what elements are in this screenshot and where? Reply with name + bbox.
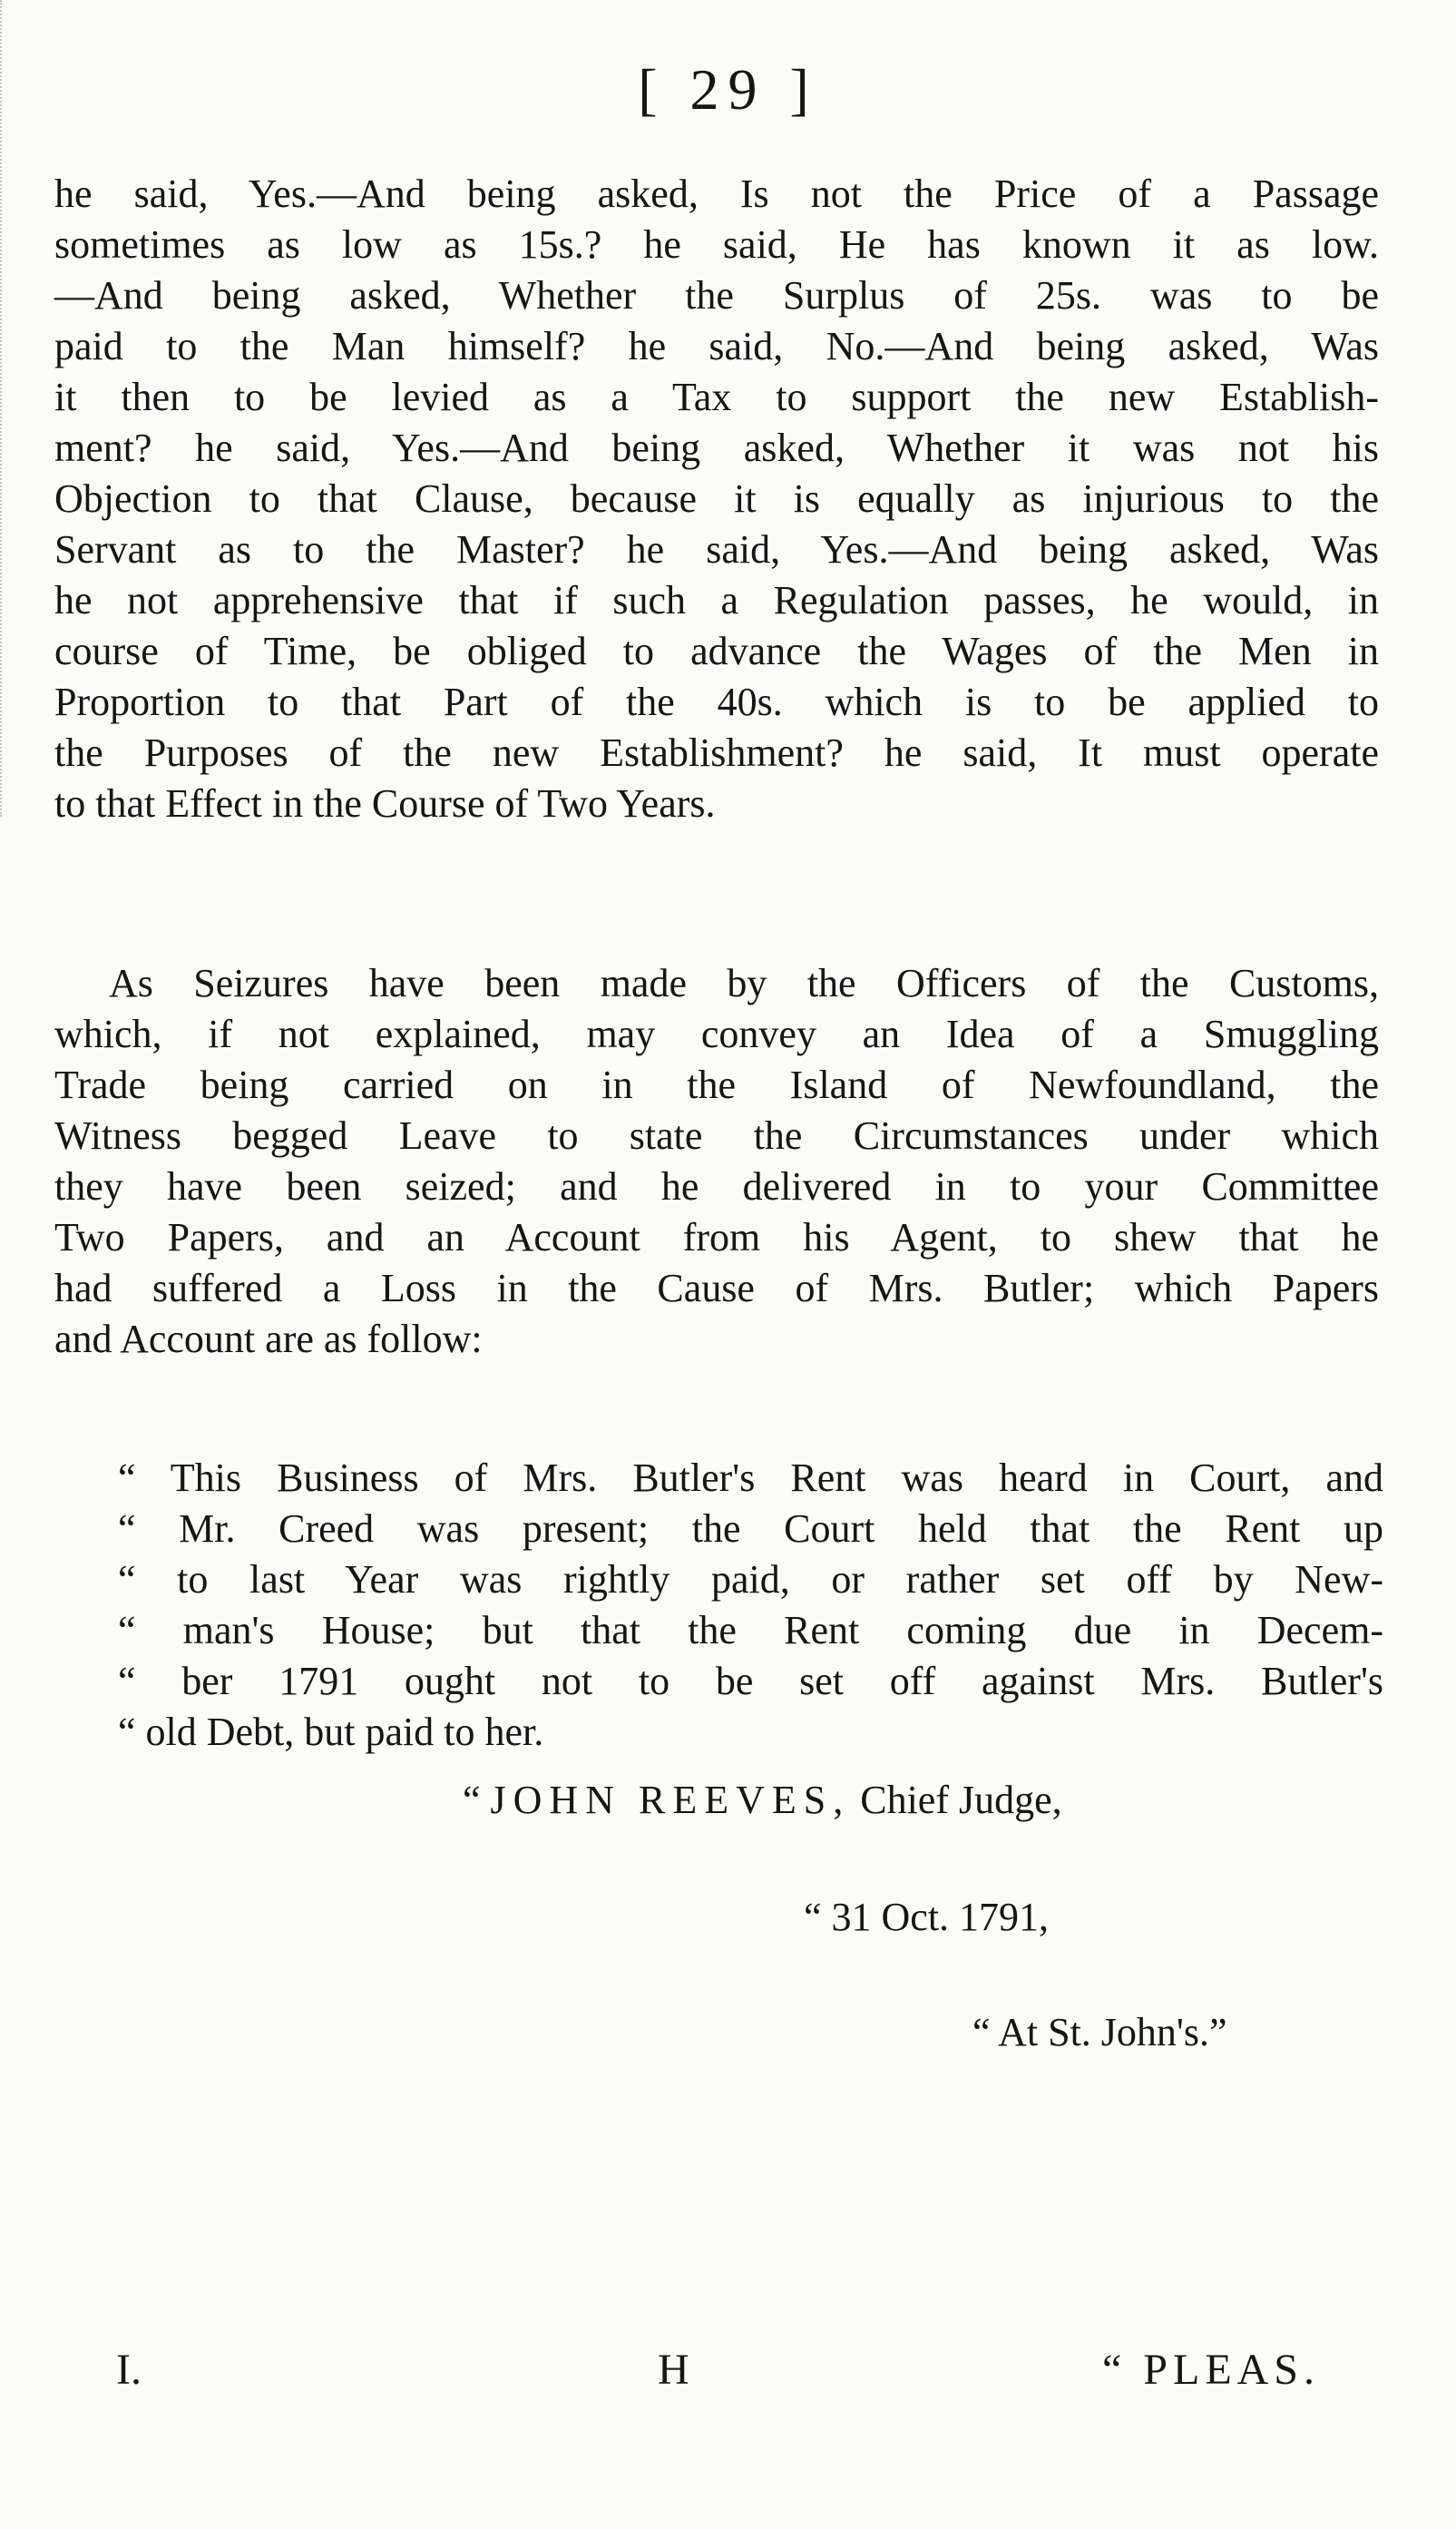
- text-line: which, if not explained, may convey an Idea of a Smuggling: [54, 1012, 1379, 1056]
- open-quote-mark: “: [463, 1778, 481, 1822]
- text-line: had suffered a Loss in the Cause of Mrs. Butler; which Papers: [54, 1266, 1379, 1310]
- signatory-name: JOHN REEVES,: [490, 1778, 851, 1822]
- gathering-mark: H: [658, 2346, 689, 2394]
- text-line: Objection to that Clause, because it is equally as injurious to the: [54, 476, 1379, 521]
- quote-line: “ to last Year was rightly paid, or rather set off by New-: [118, 1557, 1383, 1602]
- quote-line: “ old Debt, but paid to her.: [118, 1710, 544, 1754]
- paragraph-seizures: [54, 958, 1379, 1365]
- page-number: [ 29 ]: [638, 57, 818, 122]
- text-line: Two Papers, and an Account from his Agent, to shew that he: [54, 1215, 1379, 1260]
- text-line: Witness begged Leave to state the Circumstances under which: [54, 1113, 1379, 1158]
- text-line: Proportion to that Part of the 40s. which is to be applied to: [54, 680, 1379, 724]
- text-line: —And being asked, Whether the Surplus of 25s. was to be: [54, 273, 1379, 318]
- text-line: it then to be levied as a Tax to support the new Establish-: [54, 375, 1379, 419]
- paragraph-testimony: [54, 169, 1379, 829]
- text-line: ment? he said, Yes.—And being asked, Whether it was not his: [54, 426, 1379, 470]
- text-line: they have been seized; and he delivered in to your Committee: [54, 1164, 1379, 1209]
- signature-mark: I.: [116, 2346, 142, 2394]
- quote-line: “ ber 1791 ought not to be set off against Mrs. Butler's: [118, 1659, 1383, 1703]
- signature-name: [463, 1775, 1062, 1826]
- quoted-court-ruling: [118, 1453, 1383, 1758]
- quote-line: “ This Business of Mrs. Butler's Rent was heard in Court, and: [118, 1456, 1383, 1500]
- text-line: paid to the Man himself? he said, No.—And being asked, Was: [54, 324, 1379, 368]
- text-line: sometimes as low as 15s.? he said, He has known it as low.: [54, 222, 1379, 267]
- quote-line: “ Mr. Creed was present; the Court held that the Rent up: [118, 1506, 1383, 1551]
- text-line: the Purposes of the new Establishment? he said, It must operate: [54, 730, 1379, 775]
- text-line: As Seizures have been made by the Officers of the Customs,: [109, 961, 1379, 1005]
- text-line: Trade being carried on in the Island of Newfoundland, the: [54, 1063, 1379, 1107]
- text-line: course of Time, be obliged to advance the Wages of the Men in: [54, 629, 1379, 673]
- text-line: Servant as to the Master? he said, Yes.—And being asked, Was: [54, 527, 1379, 572]
- signature-date: “ 31 Oct. 1791,: [804, 1895, 1050, 1939]
- signatory-title: Chief Judge,: [850, 1778, 1062, 1822]
- text-line: he said, Yes.—And being asked, Is not the Price of a Passage: [54, 172, 1379, 216]
- catchword: “ PLEAS.: [1102, 2346, 1320, 2394]
- text-line: and Account are as follow:: [54, 1317, 483, 1361]
- signature-place: “ At St. John's.”: [972, 2010, 1227, 2054]
- text-line: he not apprehensive that if such a Regulation passes, he would, in: [54, 578, 1379, 622]
- text-line: to that Effect in the Course of Two Years.: [54, 781, 716, 826]
- quote-line: “ man's House; but that the Rent coming due in Decem-: [118, 1608, 1383, 1652]
